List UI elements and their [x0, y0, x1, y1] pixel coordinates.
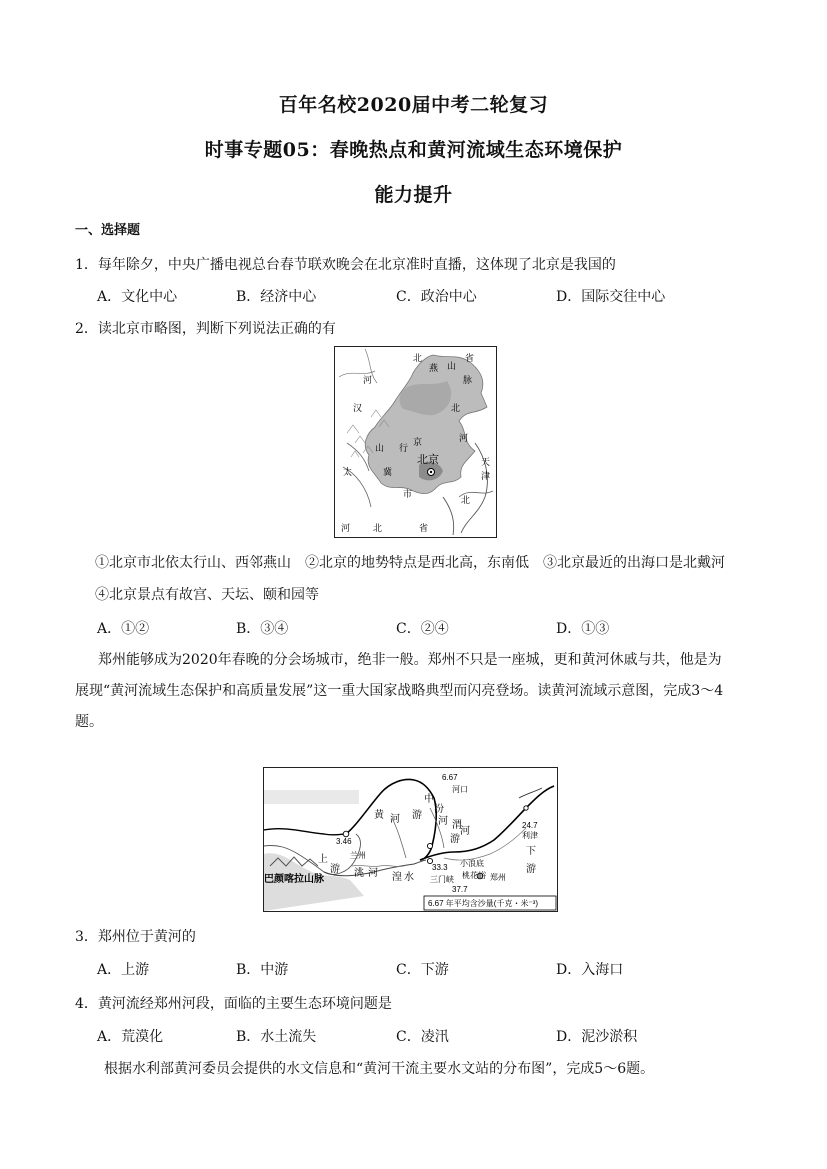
svg-text:北: 北 — [451, 404, 461, 414]
svg-text:巴颜喀拉山脉: 巴颜喀拉山脉 — [264, 874, 324, 885]
svg-text:游: 游 — [412, 810, 422, 821]
map-label-beijing: 北京 — [417, 454, 439, 466]
svg-text:上: 上 — [318, 854, 328, 865]
q2-option-d: D．①③ — [556, 621, 610, 637]
document-section-title: 能力提升 — [374, 184, 453, 206]
q3-option-d: D．入海口 — [556, 962, 624, 978]
svg-text:河: 河 — [390, 814, 400, 825]
svg-text:三门峡: 三门峡 — [430, 875, 454, 884]
q1-option-d: D．国际交往中心 — [556, 289, 666, 305]
svg-text:6.67: 6.67 — [442, 773, 458, 782]
svg-text:河: 河 — [438, 816, 448, 827]
svg-text:37.7: 37.7 — [452, 885, 468, 894]
passage1-line1: 郑州能够成为2020年春晚的分会场城市，绝非一般。郑州不只是一座城，更和黄河休戚与共，他是为 — [98, 652, 722, 668]
svg-text:利津: 利津 — [522, 831, 538, 840]
q4-option-b: B．水土流失 — [236, 1029, 317, 1045]
svg-text:北: 北 — [413, 354, 423, 364]
svg-text:天: 天 — [481, 458, 491, 468]
passage2-line1: 根据水利部黄河委员会提供的水文信息和“黄河干流主要水文站的分布图”，完成5～6题。 — [104, 1061, 655, 1077]
svg-text:河: 河 — [460, 826, 470, 837]
svg-text:河: 河 — [459, 434, 469, 444]
q4-option-a: A．荒漠化 — [97, 1029, 164, 1045]
svg-text:下: 下 — [526, 846, 536, 857]
q3-option-a: A．上游 — [97, 962, 150, 978]
svg-text:24.7: 24.7 — [522, 821, 538, 830]
svg-text:市: 市 — [403, 490, 413, 500]
svg-text:省: 省 — [465, 354, 475, 364]
document-subtitle: 时事专题05：春晚热点和黄河流域生态环境保护 — [204, 139, 623, 161]
svg-text:湟: 湟 — [392, 872, 402, 883]
q2-option-a: A．①② — [97, 621, 150, 637]
svg-text:汉: 汉 — [353, 404, 363, 414]
svg-text:郑州: 郑州 — [490, 873, 506, 882]
q2-statements-line2: ④北京景点有故宫、天坛、颐和园等 — [95, 587, 319, 603]
svg-text:3.46: 3.46 — [336, 837, 352, 846]
passage1-line3: 题。 — [75, 714, 103, 730]
svg-text:脉: 脉 — [463, 376, 473, 386]
q3-option-b: B．中游 — [236, 962, 289, 978]
passage1-line2: 展现“黄河流域生态保护和高质量发展”这一重大国家战略典型而闪亮登场。读黄河流域示意图，完成3～4 — [75, 683, 724, 699]
yellow-river-map-graphic — [264, 768, 557, 911]
svg-text:游: 游 — [450, 834, 460, 845]
svg-text:黄: 黄 — [374, 810, 384, 821]
q4-option-d: D．泥沙淤积 — [556, 1029, 638, 1045]
svg-text:河: 河 — [341, 524, 351, 534]
svg-text:小浪底: 小浪底 — [460, 859, 484, 868]
svg-text:太: 太 — [343, 468, 353, 478]
svg-text:山: 山 — [447, 362, 457, 372]
q2-stem: 2．读北京市略图，判断下列说法正确的有 — [75, 321, 336, 337]
yellow-river-map-legend: 6.67 年平均含沙量(千克・米⁻³) — [428, 899, 539, 908]
beijing-map-graphic — [335, 347, 496, 537]
svg-text:冀: 冀 — [383, 468, 393, 478]
q4-stem: 4．黄河流经郑州河段，面临的主要生态环境问题是 — [75, 996, 392, 1012]
beijing-map — [334, 346, 497, 538]
svg-text:河口: 河口 — [452, 785, 468, 794]
svg-text:北: 北 — [373, 524, 383, 534]
svg-text:33.3: 33.3 — [432, 863, 448, 872]
svg-text:水: 水 — [404, 872, 414, 883]
svg-text:游: 游 — [330, 864, 340, 875]
q2-option-c: C．②④ — [396, 621, 449, 637]
q1-option-c: C．政治中心 — [396, 289, 477, 305]
svg-text:行: 行 — [399, 444, 409, 454]
svg-text:洮: 洮 — [354, 868, 364, 879]
svg-text:桃花峪: 桃花峪 — [462, 871, 486, 880]
svg-text:河: 河 — [363, 376, 373, 386]
svg-text:北: 北 — [461, 496, 471, 506]
svg-text:游: 游 — [526, 864, 536, 875]
q1-option-b: B．经济中心 — [236, 289, 317, 305]
svg-text:省: 省 — [419, 524, 429, 534]
svg-text:渭: 渭 — [452, 820, 462, 831]
svg-text:津: 津 — [481, 472, 491, 482]
svg-text:山: 山 — [375, 444, 385, 454]
svg-text:兰州: 兰州 — [350, 851, 366, 860]
q4-option-c: C．凌汛 — [396, 1029, 449, 1045]
section-heading: 一、选择题 — [75, 223, 141, 238]
q3-option-c: C．下游 — [396, 962, 449, 978]
q1-option-a: A．文化中心 — [97, 289, 178, 305]
q2-statements-line1: ①北京市北依太行山、西邻燕山 ②北京的地势特点是西北高，东南低 ③北京最近的出海口是北戴河 — [95, 555, 725, 571]
svg-text:京: 京 — [413, 438, 423, 448]
document-title: 百年名校2020届中考二轮复习 — [278, 94, 549, 116]
yellow-river-map — [263, 767, 558, 912]
svg-text:河: 河 — [368, 868, 378, 879]
q3-stem: 3．郑州位于黄河的 — [75, 929, 196, 945]
q2-option-b: B．③④ — [236, 621, 289, 637]
q1-stem: 1．每年除夕，中央广播电视总台春节联欢晚会在北京准时直播，这体现了北京是我国的 — [75, 257, 616, 273]
svg-text:中: 中 — [424, 794, 434, 805]
svg-text:燕: 燕 — [429, 364, 439, 374]
svg-text:汾: 汾 — [434, 804, 444, 815]
